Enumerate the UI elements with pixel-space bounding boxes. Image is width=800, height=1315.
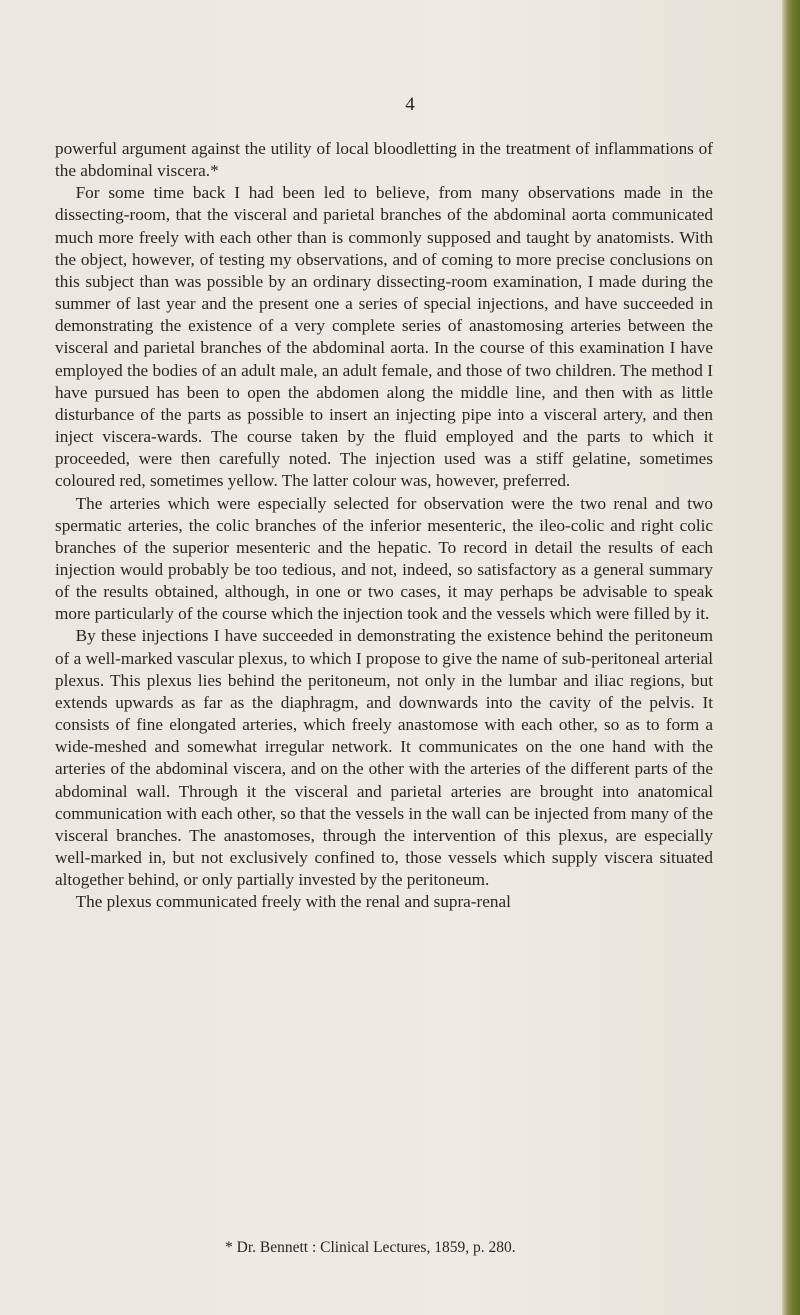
footnote: * Dr. Bennett : Clinical Lectures, 1859, p. 280. (225, 1239, 516, 1256)
paragraph-1: powerful argument against the utility of local bloodletting in the treatment of inflammations of the abdominal viscera.* (55, 139, 713, 181)
paragraph-5: The plexus communicated freely with the renal and supra-renal (75, 892, 511, 912)
paragraph-3: The arteries which were especially selected for observation were the two renal and two spermatic arteries, the colic branches of the inferior mesenteric, the ileo-colic and right colic branches of the superior mesenteric and the hepatic. To record in detail the results of each injection would probably be too tedious, and not, indeed, so satisfactory as a general summary of the results obtained, although, in one or two cases, it may perhaps be advisable to speak more particularly of the course which the injection took and the vessels which were filled by it. (55, 493, 713, 624)
body-text (55, 138, 713, 913)
page-edge-binding (782, 0, 800, 1315)
paragraph-2: For some time back I had been led to believe, from many observations made in the dissecting-room, that the visceral and parietal branches of the abdominal aorta communicated much more freely with each other than is commonly supposed and taught by anatomists. With the object, however, of testing my observations, and of coming to more precise conclusions on this subject than was possible by an ordinary dissecting-room examination, I made during the summer of last year and the present one a series of special injections, and have succeeded in demonstrating the existence of a very complete series of anastomosing arteries between the visceral and parietal branches of the abdominal aorta. In the course of this examination I have employed the bodies of an adult male, an adult female, and those of two children. The method I have pursued has been to open the abdomen along the middle line, and then with as little disturbance of the parts as possible to insert an injecting pipe into a visceral artery, and then inject viscera-wards. The course taken by the fluid employed and the parts to which it proceeded, were then carefully noted. The injection used was a stiff gelatine, sometimes coloured red, sometimes yellow. The latter colour was, however, preferred. (55, 183, 713, 491)
paragraph-4: By these injections I have succeeded in demonstrating the existence behind the peritoneum of a well-marked vascular plexus, to which I propose to give the name of sub-peritoneal arterial plexus. This plexus lies behind the peritoneum, not only in the lumbar and iliac regions, but extends upwards as far as the diaphragm, and downwards into the cavity of the pelvis. It consists of fine elongated arteries, which freely anastomose with each other, so as to form a wide-meshed and somewhat irregular network. It communicates on the one hand with the arteries of the abdominal viscera, and on the other with the arteries of the different parts of the abdominal wall. Through it the visceral and parietal arteries are brought into anatomical communication with each other, so that the vessels in the wall can be injected from many of the visceral branches. The anastomoses, through the intervention of this plexus, are especially well-marked in, but not exclusively confined to, those vessels which supply viscera situated altogether behind, or only partially invested by the peritoneum. (55, 626, 713, 890)
page-number: 4 (405, 94, 415, 115)
